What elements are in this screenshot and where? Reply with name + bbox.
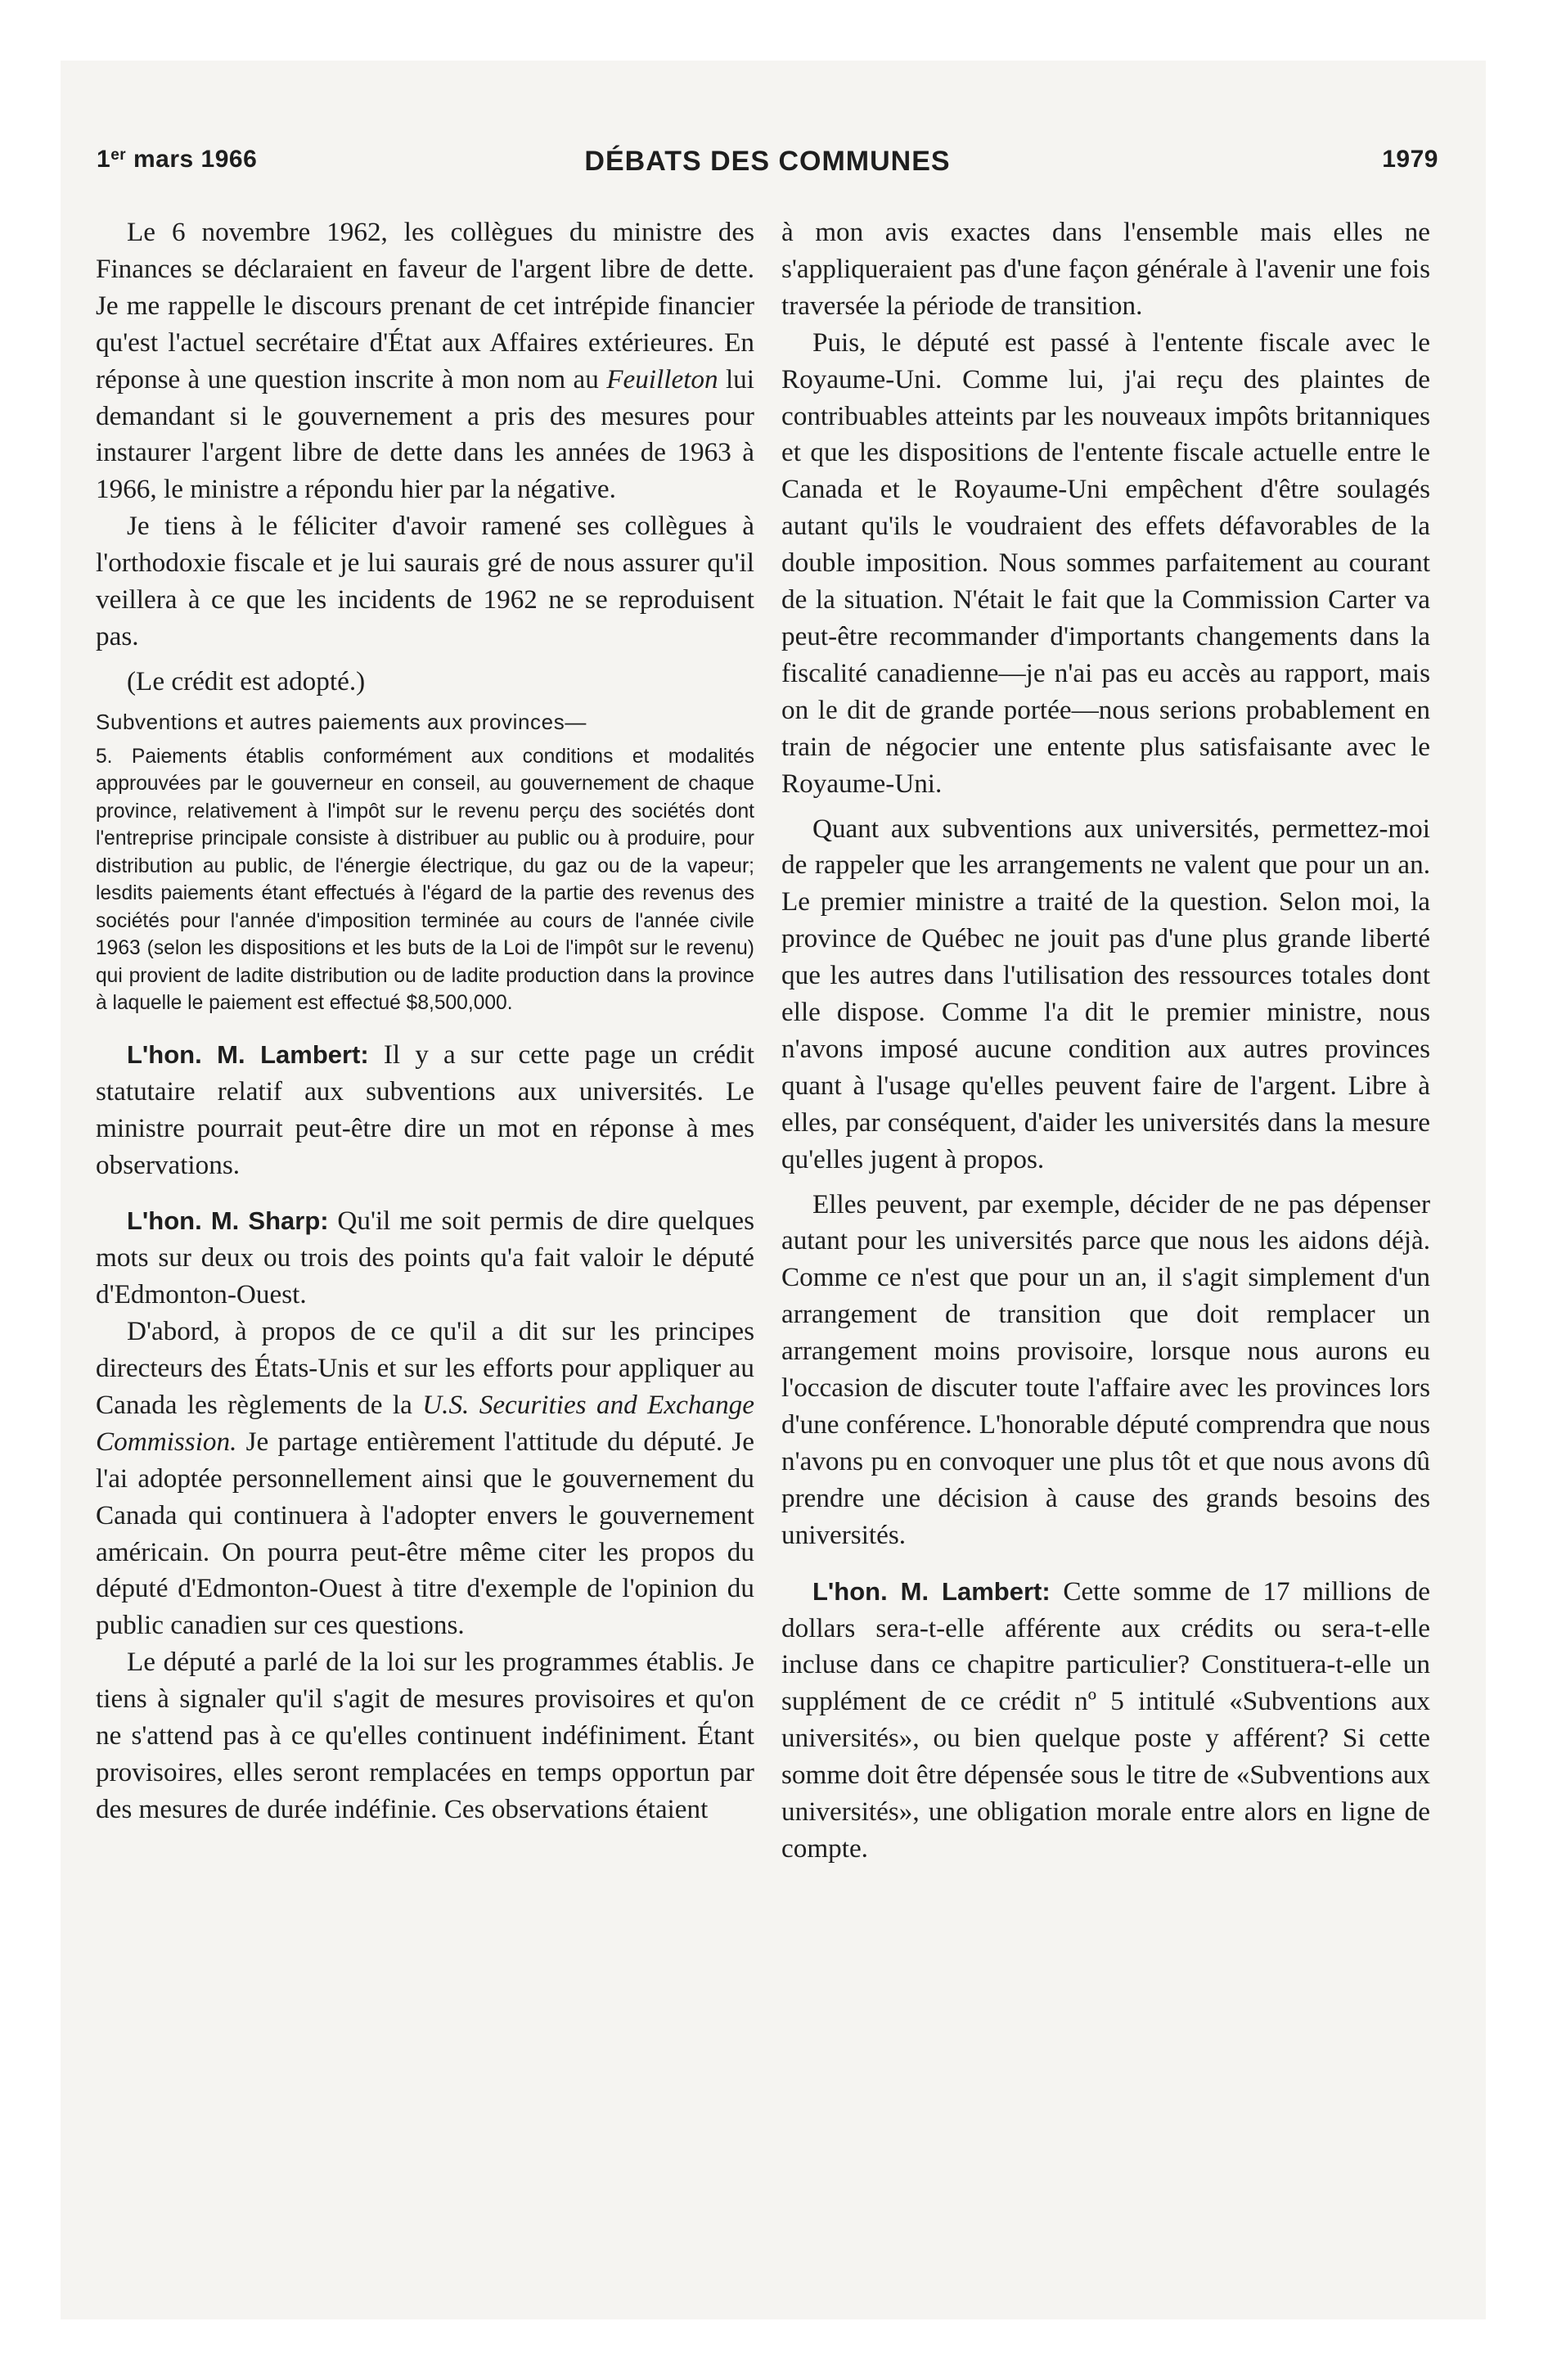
left-paragraph-4 bbox=[96, 1037, 754, 1184]
vote-heading: Subventions et autres paiements aux provinces— bbox=[96, 709, 587, 734]
right-paragraph-2: Puis, le député est passé à l'entente fiscale avec le Royaume-Uni. Comme lui, j'ai reçu des plaintes de contribuables atteints par les nouveaux impôts britanniques et que les dispositions de l'entente fiscale actuelle entre le Canada et le Royaume-Uni empêchent d'être soulagés autant qu'ils le voudraient des effets défavorables de la double imposition. Nous sommes parfaitement au courant de la situation. N'était le fait que la Commission Carter va peut-être recommander d'importants changements dans la fiscalité canadienne—je n'ai pas eu accès au rapport, mais on le dit de grande portée—nous serions probablement en train de négocier une entente plus satisfaisante avec le Royaume-Uni. bbox=[781, 327, 1430, 799]
right-p5-text: Cette somme de 17 millions de dollars sera-t-elle afférente aux crédits ou sera-t-elle incluse dans ce chapitre particulier? Constituera-t-elle un supplément de ce crédit nº 5 intitulé «Subventions aux universités», ou bien quelque poste y afférent? Si cette somme doit être dépensée sous le titre de «Subventions aux universités», une obligation morale entre alors en ligne de compte. bbox=[781, 1575, 1430, 1864]
right-paragraph-4: Elles peuvent, par exemple, décider de ne pas dépenser autant pour les universités parce que nous les aidons déjà. Comme ce n'est que pour un an, il s'agit simplement d'un arrangement de transition que doit remplacer un arrangement moins provisoire, lorsque nous aurons eu l'occasion de discuter toute l'affaire avec les provinces lors d'une conférence. L'honorable député comprendra que nous n'avons pu en convoquer une plus tôt et que nous avons dû prendre une décision à cause des grands besoins des universités. bbox=[781, 1188, 1430, 1550]
left-p1-italic: Feuilleton bbox=[606, 363, 718, 394]
right-paragraph-1: à mon avis exactes dans l'ensemble mais elles ne s'appliqueraient pas d'une façon générale à l'avenir une fois traversée la période de transition. bbox=[781, 217, 1430, 321]
page-header bbox=[97, 146, 1438, 187]
left-p5-text: Qu'il me soit permis de dire quelques mots sur deux ou trois des points qu'a fait valoir le député d'Edmonton-Ouest. bbox=[96, 1206, 754, 1310]
left-p1-text: Le 6 novembre 1962, les collègues du ministre des Finances se déclaraient en faveur de l'argent libre de dette. Je me rappelle le discours prenant de cet intrépide financier qu'est l'actuel secrétaire d'État aux Affaires extérieures. En réponse à une question inscrite à mon nom au bbox=[96, 217, 754, 394]
left-paragraph-7: Le député a parlé de la loi sur les programmes établis. Je tiens à signaler qu'il s'agit de mesures provisoires et qu'on ne s'attend pas à ce qu'elles continuent indéfiniment. Étant provisoires, elles seront remplacées en temps opportun par des mesures de durée indéfinie. Ces observations étaient bbox=[96, 1647, 754, 1824]
left-p6-italic: U.S. Securities and Exchange Commission. bbox=[96, 1389, 754, 1457]
header-date-rest: mars 1966 bbox=[126, 146, 258, 173]
left-paragraph-2: Je tiens à le féliciter d'avoir ramené ses collègues à l'orthodoxie fiscale et je lui saurais gré de nous assurer qu'il veillera à ce que les incidents de 1962 ne se reproduisent pas. bbox=[96, 511, 754, 651]
left-paragraph-3: (Le crédit est adopté.) bbox=[127, 665, 366, 696]
header-title: DÉBATS DES COMMUNES bbox=[584, 146, 951, 177]
left-p6-text: D'abord, à propos de ce qu'il a dit sur les principes directeurs des États-Unis et sur les efforts pour appliquer au Canada les règlements de la bbox=[96, 1316, 754, 1420]
right-paragraph-5 bbox=[781, 1574, 1430, 1868]
speaker-label: L'hon. M. Lambert: bbox=[127, 1039, 369, 1069]
right-paragraph-3: Quant aux subventions aux universités, permettez-moi de rappeler que les arrangements ne valent que pour un an. Le premier ministre a traité de la question. Selon moi, la province de Québec ne jouit pas d'une plus grande liberté que les autres dans l'utilisation des ressources totales dont elle dispose. Comme l'a dit le premier ministre, nous n'avons imposé aucune condition aux autres provinces quant à l'usage qu'elles peuvent faire de l'argent. Libre à elles, par conséquent, d'aider les universités dans la mesure qu'elles jugent à propos. bbox=[781, 813, 1430, 1174]
right-column bbox=[781, 214, 1430, 1868]
header-date-superscript: er bbox=[110, 146, 127, 164]
left-column bbox=[96, 214, 754, 1828]
left-p6-end: Je partage entièrement l'attitude du député. Je l'ai adoptée personnellement ainsi que le gouvernement du Canada qui continuera à l'adopter envers le gouvernement américain. On pourra peut-être même citer les propos du député d'Edmonton-Ouest à titre d'exemple de l'opinion du public canadien sur ces questions. bbox=[96, 1426, 754, 1641]
header-date-number: 1 bbox=[97, 146, 111, 173]
left-paragraph-5 bbox=[96, 1203, 754, 1314]
vote-text: 5. Paiements établis conformément aux conditions et modalités approuvées par le gouverneur en conseil, au gouvernement de chaque province, relativement à l'impôt sur le revenu perçu des sociétés dont l'entreprise principale consiste à distribuer au public ou à produire, pour distribution au public, de l'énergie électrique, du gaz ou de la vapeur; lesdits paiements étant effectués à l'égard de la partie des revenus des sociétés pour l'année d'imposition terminée au cours de l'année civile 1963 (selon les dispositions et les buts de la Loi de l'impôt sur le revenu) qui provient de ladite distribution ou de ladite production dans la province à laquelle le paiement est effectué $8,500,000. bbox=[96, 745, 754, 1015]
left-paragraph-1 bbox=[96, 214, 754, 508]
left-paragraph-6 bbox=[96, 1314, 754, 1644]
header-page-number: 1979 bbox=[1382, 146, 1438, 173]
left-p4-text: Il y a sur cette page un crédit statutaire relatif aux subventions aux universités. Le ministre pourrait peut-être dire un mot en réponse à mes observations. bbox=[96, 1039, 754, 1180]
speaker-label: L'hon. M. Lambert: bbox=[812, 1576, 1051, 1606]
left-p1-end: lui demandant si le gouvernement a pris des mesures pour instaurer l'argent libre de dette dans les années de 1963 à 1966, le ministre a répondu hier par la négative. bbox=[96, 363, 754, 505]
speaker-label: L'hon. M. Sharp: bbox=[127, 1206, 329, 1236]
